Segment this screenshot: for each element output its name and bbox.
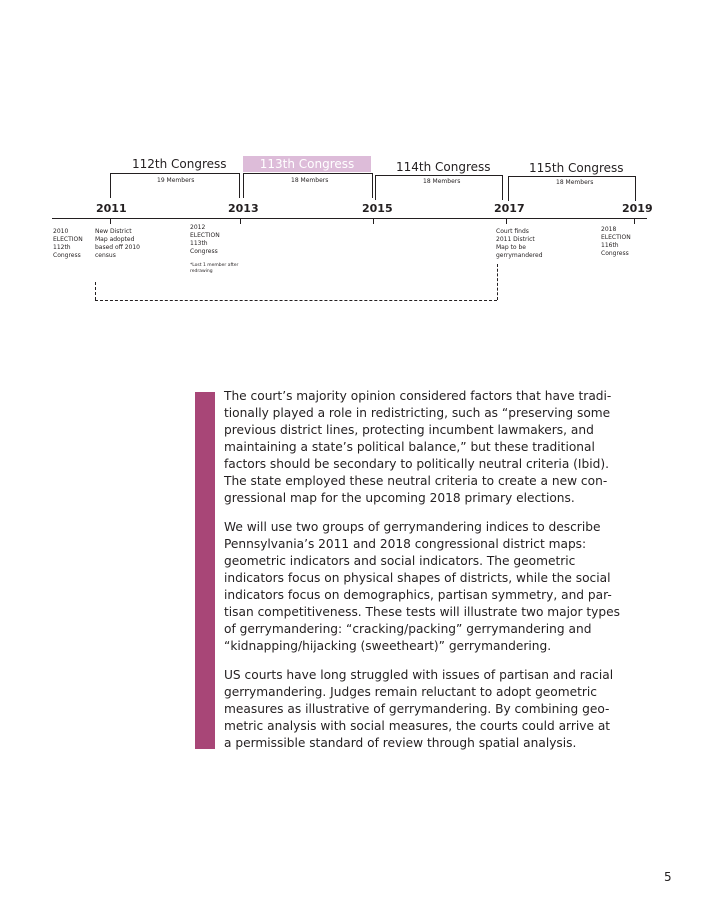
page-number: 5 bbox=[664, 870, 672, 884]
note-lost-member: *Lost 1 member after redrawing bbox=[190, 263, 239, 274]
congress-114-members: 18 Members bbox=[423, 178, 461, 185]
timeline-tick bbox=[373, 219, 374, 224]
body-paragraph-1: The court’s majority opinion considered factors that have tradi- tionally played a role in redistricting, such as “preserving some previous district lines, protecting incumbent lawmakers, and maintaining a state’s political balance,” but these traditional factors should be secondary to politically neutral criteria (Ibid). The state employed these neutral criteria to create a new con- gressional map for the upcoming 2018 primary elections. bbox=[224, 389, 612, 505]
note-new-map: New District Map adopted based off 2010 census bbox=[95, 228, 140, 259]
congress-113-members: 18 Members bbox=[291, 177, 329, 184]
congress-115-members: 18 Members bbox=[556, 179, 594, 186]
timeline-tick bbox=[634, 219, 635, 224]
body-paragraph-2: We will use two groups of gerrymandering indices to describe Pennsylvania’s 2011 and 2018 congressional district maps: geometric indicators and social indicators. The geometric indicators focus on physical shapes of districts, while the social indicators focus on demographics, partisan symmetry, and par- tisan competitiveness. These tests will illustrate two major types of gerrymandering: “cracking/packing” gerrymandering and “kidnapping/hijacking (sweetheart)” gerrymandering. bbox=[224, 520, 620, 653]
accent-bar bbox=[195, 392, 215, 749]
timeline-axis bbox=[52, 218, 647, 219]
dashed-connector-left bbox=[95, 282, 96, 300]
note-court-finds: Court finds 2011 District Map to be gerrymandered bbox=[496, 228, 543, 259]
timeline-tick bbox=[110, 219, 111, 224]
year-2017: 2017 bbox=[494, 202, 525, 215]
year-2015: 2015 bbox=[362, 202, 393, 215]
year-2011: 2011 bbox=[96, 202, 127, 215]
timeline-tick bbox=[506, 219, 507, 224]
congress-115-label: 115th Congress bbox=[529, 161, 624, 175]
dashed-connector-bottom bbox=[95, 300, 497, 301]
congress-113-label: 113th Congress bbox=[243, 156, 371, 172]
dashed-connector-right bbox=[497, 264, 498, 300]
congress-112-label: 112th Congress bbox=[132, 157, 227, 171]
year-2019: 2019 bbox=[622, 202, 653, 215]
year-2013: 2013 bbox=[228, 202, 259, 215]
note-election-2018: 2018 ELECTION 116th Congress bbox=[601, 226, 631, 257]
body-paragraph-3: US courts have long struggled with issues of partisan and racial gerrymandering. Judges remain reluctant to adopt geometric measures as illustrative of gerrymandering. By combining geo- metric analysis with social measures, the courts could arrive at a permissible standard of review through spatial analysis. bbox=[224, 668, 614, 750]
timeline-tick bbox=[240, 219, 241, 224]
note-election-2010: 2010 ELECTION 112th Congress bbox=[53, 228, 83, 259]
congress-114-label: 114th Congress bbox=[396, 160, 491, 174]
congress-112-members: 19 Members bbox=[157, 177, 195, 184]
note-election-2012: 2012 ELECTION 113th Congress bbox=[190, 224, 220, 255]
